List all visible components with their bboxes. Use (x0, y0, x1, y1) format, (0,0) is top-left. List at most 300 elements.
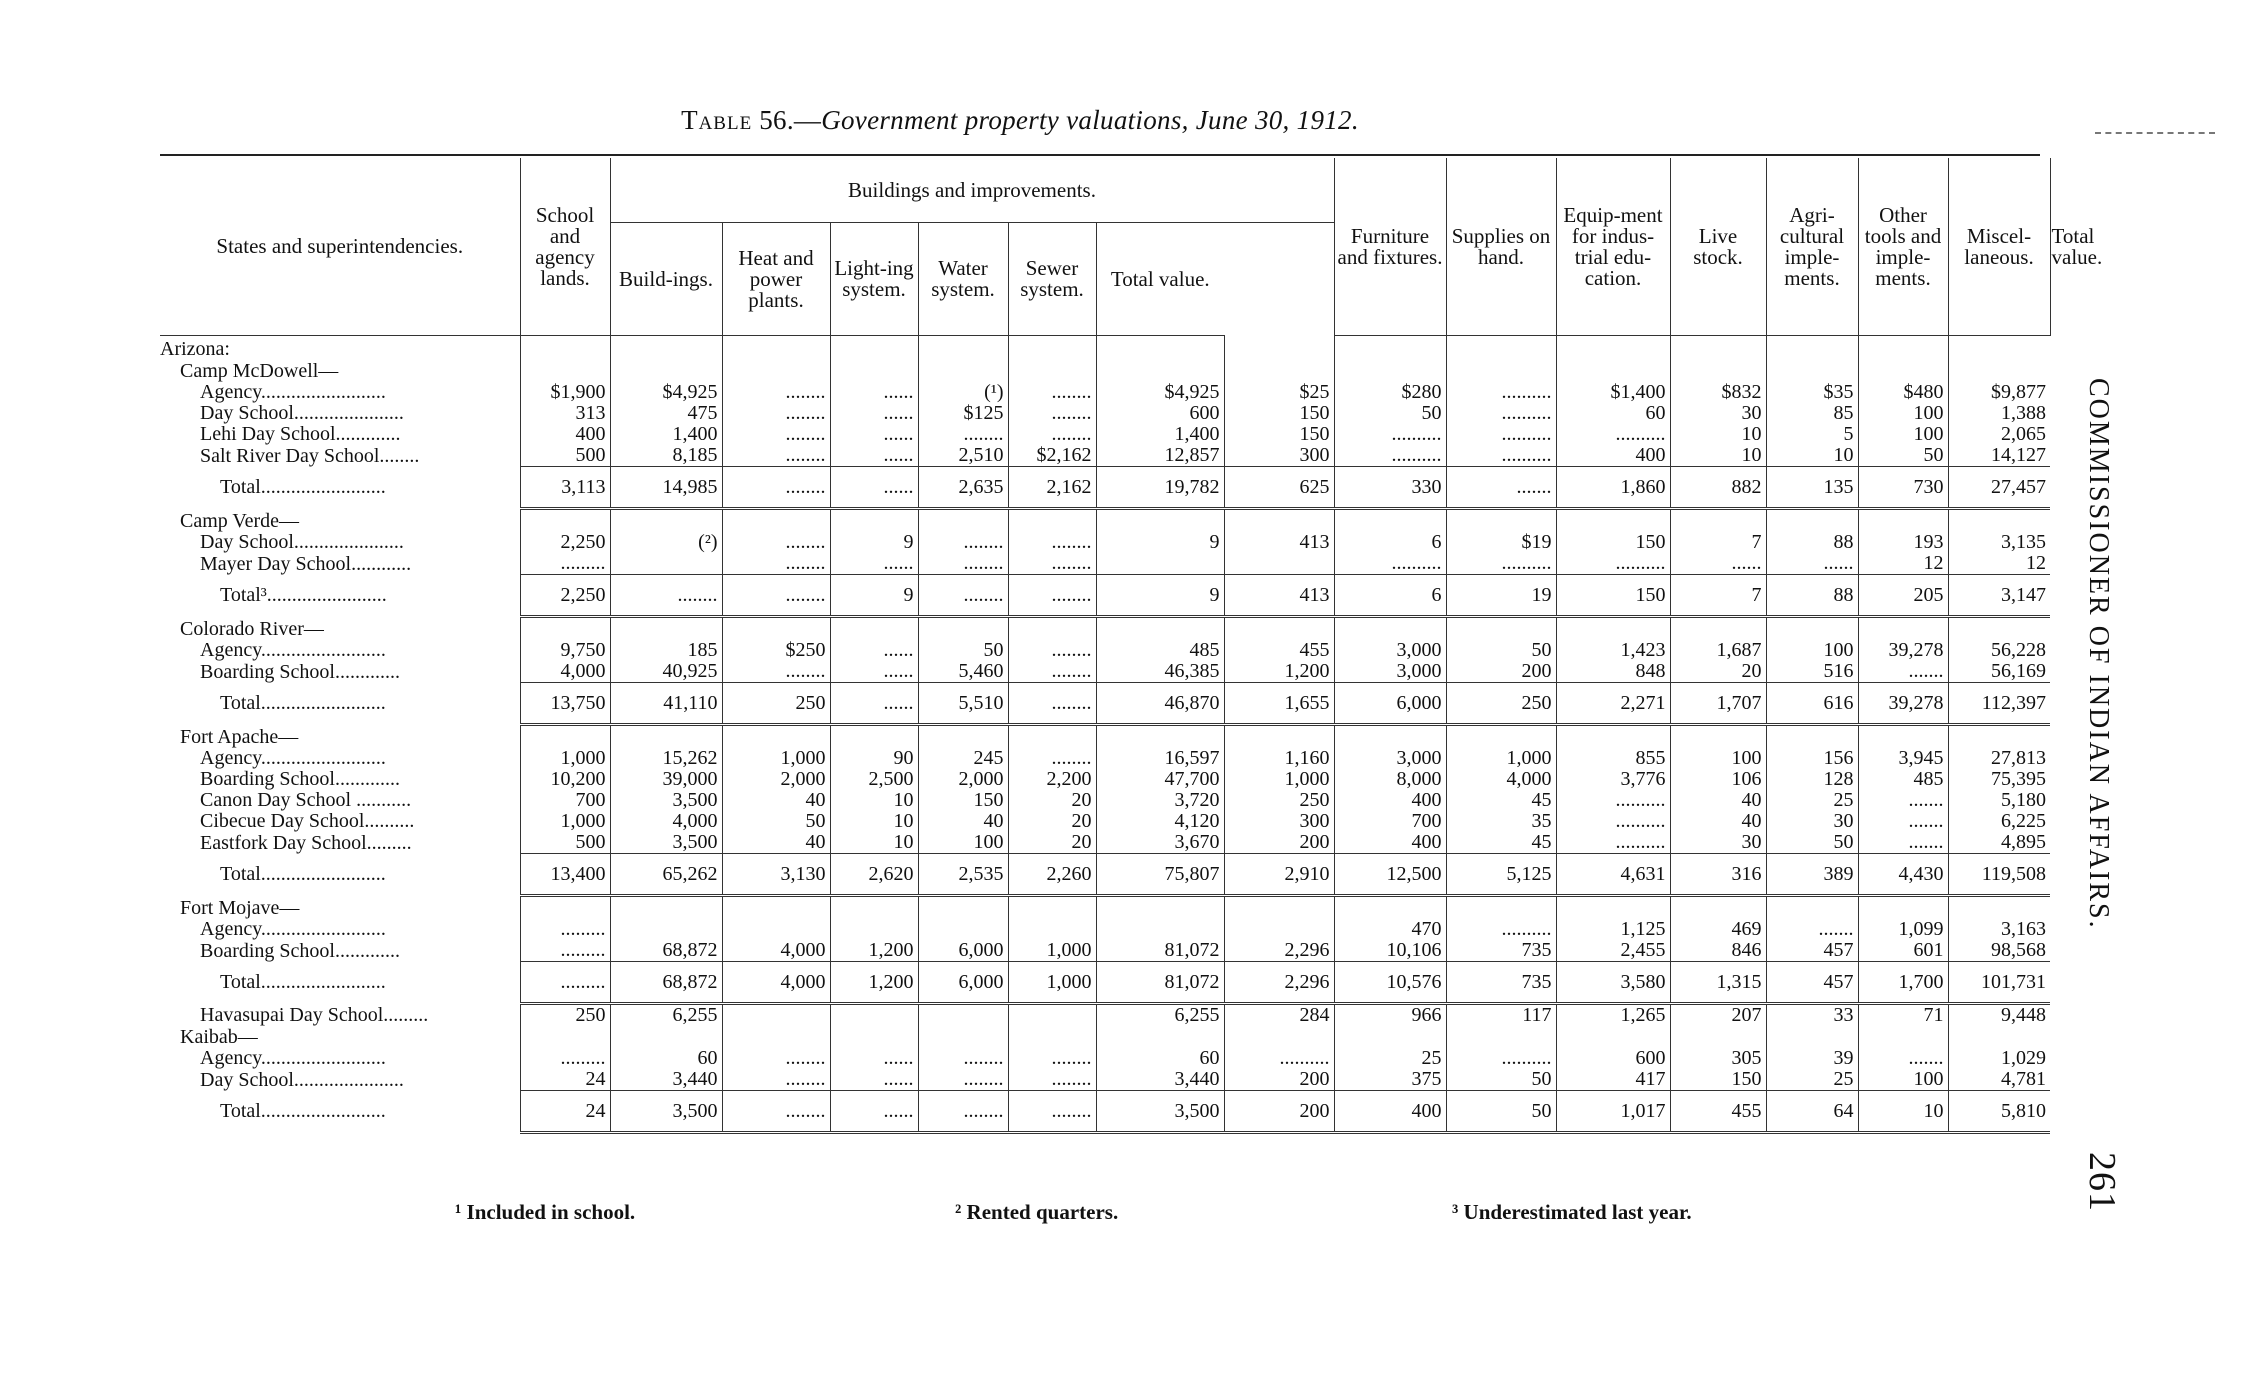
table-cell: 4,430 (1858, 854, 1948, 896)
table-cell (830, 509, 918, 533)
table-cell (1446, 896, 1556, 920)
table-cell: 5 (1766, 424, 1858, 445)
table-cell: 700 (520, 790, 610, 811)
table-cell: 200 (1224, 1069, 1334, 1091)
header-live-stock: Live stock. (1670, 158, 1766, 336)
table-cell: 250 (722, 683, 830, 725)
group-row (160, 725, 2050, 749)
total-row (160, 575, 2050, 617)
table-cell: $19 (1446, 532, 1556, 553)
table-cell (918, 360, 1008, 382)
table-cell: 193 (1858, 532, 1948, 553)
row-label: Colorado River— (180, 618, 324, 640)
table-cell: 112,397 (1948, 683, 2050, 725)
table-cell: 200 (1224, 832, 1334, 854)
table-cell: 10 (830, 811, 918, 832)
table-cell: 400 (1334, 832, 1446, 854)
table-cell: $35 (1766, 382, 1858, 403)
table-cell: $4,925 (610, 382, 722, 403)
table-cell (520, 360, 610, 382)
table-cell: $250 (722, 640, 830, 661)
table-row (160, 403, 2050, 424)
table-cell: ........ (722, 445, 830, 467)
table-cell: 1,000 (1224, 769, 1334, 790)
table-cell: 200 (1224, 1091, 1334, 1133)
table-cell: .......... (1334, 424, 1446, 445)
table-cell: 2,535 (918, 854, 1008, 896)
table-cell: 6 (1334, 532, 1446, 553)
table-cell: ........ (722, 1048, 830, 1069)
header-water: Water system. (918, 223, 1008, 336)
table-cell: $832 (1670, 382, 1766, 403)
table-cell: 1,029 (1948, 1048, 2050, 1069)
header-miscellaneous: Miscel-laneous. (1948, 158, 2050, 336)
table-cell (520, 1026, 610, 1048)
table-cell (1670, 1026, 1766, 1048)
row-label: Total......................... (220, 692, 386, 714)
table-cell: $480 (1858, 382, 1948, 403)
group-row (160, 360, 2050, 382)
table-cell: ......... (520, 553, 610, 575)
table-cell (610, 1026, 722, 1048)
table-cell: 8,185 (610, 445, 722, 467)
table-cell: 9 (1096, 575, 1224, 617)
table-row (160, 940, 2050, 962)
table-cell (1008, 509, 1096, 533)
table-cell: ........ (722, 575, 830, 617)
table-cell: ........ (1008, 553, 1096, 575)
table-cell: 10 (830, 790, 918, 811)
table-cell (1670, 725, 1766, 749)
table-cell: 1,000 (722, 748, 830, 769)
table-cell: ...... (1670, 553, 1766, 575)
table-cell: 3,670 (1096, 832, 1224, 854)
table-cell: 5,810 (1948, 1091, 2050, 1133)
table-cell: 2,910 (1224, 854, 1334, 896)
margin-mark (2095, 132, 2215, 134)
table-row (160, 832, 2050, 854)
table-cell (1008, 896, 1096, 920)
table-cell (1670, 360, 1766, 382)
table-cell: 39,000 (610, 769, 722, 790)
table-cell: 9,750 (520, 640, 610, 661)
table-row (160, 748, 2050, 769)
table-row (160, 1004, 2050, 1027)
table-cell (918, 336, 1008, 361)
table-cell (520, 725, 610, 749)
table-cell: ......... (520, 1048, 610, 1069)
table-cell (1948, 336, 2050, 361)
table-cell: 3,130 (722, 854, 830, 896)
table-cell (610, 553, 722, 575)
row-label: Agency......................... (200, 919, 386, 940)
table-cell: 5,125 (1446, 854, 1556, 896)
table-cell: 3,147 (1948, 575, 2050, 617)
table-cell: 475 (610, 403, 722, 424)
table-cell: 50 (1766, 832, 1858, 854)
table-cell: 250 (1224, 790, 1334, 811)
table-row (160, 382, 2050, 403)
table-cell: ....... (1766, 919, 1858, 940)
table-cell: 12,500 (1334, 854, 1446, 896)
row-label: Agency......................... (200, 748, 386, 769)
table-cell: 100 (1858, 403, 1948, 424)
table-cell: 1,000 (1446, 748, 1556, 769)
header-buildings-group: Buildings and improvements. (610, 158, 1334, 223)
row-label: Fort Apache— (180, 726, 299, 748)
table-cell (1556, 896, 1670, 920)
running-head: COMMISSIONER OF INDIAN AFFAIRS. (2083, 378, 2114, 930)
table-cell (1556, 725, 1670, 749)
table-cell: 1,000 (520, 748, 610, 769)
table-cell: 3,440 (1096, 1069, 1224, 1091)
row-label: Agency......................... (200, 1048, 386, 1069)
table-cell: 27,457 (1948, 467, 2050, 509)
table-cell: 10,200 (520, 769, 610, 790)
table-cell (1948, 617, 2050, 641)
table-cell: 1,200 (1224, 661, 1334, 683)
table-title (0, 105, 2040, 136)
table-cell: 6 (1334, 575, 1446, 617)
table-cell (918, 617, 1008, 641)
table-cell: 2,162 (1008, 467, 1096, 509)
table-cell (830, 360, 918, 382)
table-cell: 4,120 (1096, 811, 1224, 832)
table-cell: 33 (1766, 1004, 1858, 1027)
table-cell (722, 1026, 830, 1048)
table-cell: 2,620 (830, 854, 918, 896)
table-cell: 20 (1008, 832, 1096, 854)
table-cell: ......... (520, 940, 610, 962)
table-cell (830, 1004, 918, 1027)
table-cell: 3,000 (1334, 640, 1446, 661)
table-cell: 2,250 (520, 532, 610, 553)
header-other-tools: Other tools and imple-ments. (1858, 158, 1948, 336)
table-cell: 3,163 (1948, 919, 2050, 940)
table-cell: 616 (1766, 683, 1858, 725)
table-cell (1948, 360, 2050, 382)
row-label: Agency......................... (200, 640, 386, 661)
table-cell (1334, 896, 1446, 920)
table-cell: 68,872 (610, 940, 722, 962)
header-equipment: Equip-ment for indus-trial edu-cation. (1556, 158, 1670, 336)
table-cell: ........ (1008, 1069, 1096, 1091)
table-cell: 1,000 (1008, 962, 1096, 1004)
row-label: Total³........................ (220, 584, 387, 606)
table-cell: 65,262 (610, 854, 722, 896)
table-cell: 846 (1670, 940, 1766, 962)
table-cell: 457 (1766, 962, 1858, 1004)
table-cell: ........ (1008, 403, 1096, 424)
table-row (160, 424, 2050, 445)
header-lighting: Light-ing system. (830, 223, 918, 336)
table-cell: 20 (1670, 661, 1766, 683)
table-cell (1766, 725, 1858, 749)
table-row (160, 661, 2050, 683)
table-cell: .......... (1556, 553, 1670, 575)
table-cell: 10 (1766, 445, 1858, 467)
table-cell: 601 (1858, 940, 1948, 962)
table-cell (1224, 617, 1334, 641)
header-heat-power: Heat and power plants. (722, 223, 830, 336)
table-cell: .......... (1556, 424, 1670, 445)
table-cell: 375 (1334, 1069, 1446, 1091)
table-cell: 75,807 (1096, 854, 1224, 896)
table-cell: 68,872 (610, 962, 722, 1004)
group-row (160, 617, 2050, 641)
table-cell: ........ (610, 575, 722, 617)
table-cell: 1,125 (1556, 919, 1670, 940)
header-buildings: Build-ings. (610, 223, 722, 336)
table-cell: ........ (722, 661, 830, 683)
table-cell: ...... (1766, 553, 1858, 575)
table-cell: 56,228 (1948, 640, 2050, 661)
table-cell: ........ (918, 575, 1008, 617)
table-cell (830, 896, 918, 920)
table-row (160, 1048, 2050, 1069)
table-cell: 2,510 (918, 445, 1008, 467)
table-cell (918, 919, 1008, 940)
table-cell: 2,250 (520, 575, 610, 617)
table-cell: .......... (1334, 445, 1446, 467)
table-cell (1766, 509, 1858, 533)
table-cell: .......... (1334, 553, 1446, 575)
table-cell: 30 (1670, 403, 1766, 424)
table-cell: ........ (1008, 683, 1096, 725)
table-cell: 400 (1334, 1091, 1446, 1133)
top-rule (160, 154, 2040, 156)
table-cell: 1,000 (520, 811, 610, 832)
table-cell: 4,781 (1948, 1069, 2050, 1091)
table-cell (918, 1004, 1008, 1027)
table-cell (1224, 896, 1334, 920)
table-cell: 106 (1670, 769, 1766, 790)
table-cell (1858, 360, 1948, 382)
table-cell: 1,265 (1556, 1004, 1670, 1027)
table-cell: 457 (1766, 940, 1858, 962)
table-title-prefix: Table (681, 105, 753, 135)
table-cell: 60 (1096, 1048, 1224, 1069)
table-cell: 469 (1670, 919, 1766, 940)
table-cell: 2,296 (1224, 962, 1334, 1004)
table-cell: 1,707 (1670, 683, 1766, 725)
table-cell: 15,262 (610, 748, 722, 769)
table-cell: 185 (610, 640, 722, 661)
table-cell: ........ (722, 553, 830, 575)
table-cell (722, 919, 830, 940)
table-cell: ...... (830, 1091, 918, 1133)
table-cell (1446, 725, 1556, 749)
table-cell: 56,169 (1948, 661, 2050, 683)
row-label: Total......................... (220, 863, 386, 885)
table-cell: ........ (918, 532, 1008, 553)
table-cell: ........ (1008, 424, 1096, 445)
table-cell: (¹) (918, 382, 1008, 403)
row-label: Day School...................... (200, 403, 404, 424)
table-cell: 6,225 (1948, 811, 2050, 832)
table-cell: $9,877 (1948, 382, 2050, 403)
row-label: Fort Mojave— (180, 897, 300, 919)
table-cell: 1,700 (1858, 962, 1948, 1004)
row-label: Total......................... (220, 1100, 386, 1122)
table-cell (1858, 896, 1948, 920)
table-cell (1334, 1026, 1446, 1048)
table-cell: ........ (722, 467, 830, 509)
table-cell: 3,113 (520, 467, 610, 509)
table-cell: 2,455 (1556, 940, 1670, 962)
header-states: States and superintendencies. (160, 158, 520, 336)
table-cell (1224, 919, 1334, 940)
table-cell (1224, 360, 1334, 382)
table-cell (610, 617, 722, 641)
table-cell: 9 (830, 532, 918, 553)
table-cell: 9,448 (1948, 1004, 2050, 1027)
table-cell: 2,271 (1556, 683, 1670, 725)
table-cell: 20 (1008, 790, 1096, 811)
table-cell (1766, 336, 1858, 361)
row-label: Havasupai Day School......... (200, 1004, 429, 1026)
table-cell: 119,508 (1948, 854, 2050, 896)
table-cell: 150 (1556, 532, 1670, 553)
table-cell: 60 (1556, 403, 1670, 424)
header-school-lands: School and agency lands. (520, 158, 610, 336)
table-cell: ........ (722, 1069, 830, 1091)
table-cell: 81,072 (1096, 962, 1224, 1004)
table-cell (1096, 553, 1224, 575)
table-cell: 50 (1858, 445, 1948, 467)
table-cell: 50 (1446, 1069, 1556, 1091)
table-cell: 470 (1334, 919, 1446, 940)
table-cell: 12,857 (1096, 445, 1224, 467)
table-cell: $1,400 (1556, 382, 1670, 403)
table-cell: ........ (722, 424, 830, 445)
table-cell (1008, 1026, 1096, 1048)
total-row (160, 1091, 2050, 1133)
table-cell (830, 336, 918, 361)
table-cell (1670, 336, 1766, 361)
total-row (160, 683, 2050, 725)
table-cell: 101,731 (1948, 962, 2050, 1004)
table-cell: 50 (722, 811, 830, 832)
table-cell (1670, 896, 1766, 920)
table-cell (1446, 336, 1556, 361)
table-cell: 3,945 (1858, 748, 1948, 769)
table-cell: 64 (1766, 1091, 1858, 1133)
table-cell (520, 509, 610, 533)
table-cell: 730 (1858, 467, 1948, 509)
table-cell (1556, 360, 1670, 382)
table-cell (1008, 919, 1096, 940)
table-cell (1008, 360, 1096, 382)
table-cell (1224, 336, 1334, 361)
table-cell (1948, 725, 2050, 749)
table-cell: 47,700 (1096, 769, 1224, 790)
table-cell (1224, 509, 1334, 533)
table-cell: 6,000 (918, 940, 1008, 962)
table-title-caption: Government property valuations, June 30, 1912. (821, 105, 1359, 135)
table-cell: 13,750 (520, 683, 610, 725)
table-cell: 2,296 (1224, 940, 1334, 962)
table-cell: ........ (918, 1069, 1008, 1091)
table-cell: 60 (610, 1048, 722, 1069)
table-cell (1096, 725, 1224, 749)
table-cell: 1,400 (610, 424, 722, 445)
footnote-1: ¹ Included in school. (455, 1200, 636, 1224)
table-cell: 500 (520, 832, 610, 854)
table-cell: 205 (1858, 575, 1948, 617)
table-cell: 50 (918, 640, 1008, 661)
table-cell: ...... (830, 467, 918, 509)
table-cell (722, 896, 830, 920)
table-cell: $125 (918, 403, 1008, 424)
table-cell: 50 (1446, 1091, 1556, 1133)
group-row (160, 896, 2050, 920)
table-cell (1096, 1026, 1224, 1048)
row-label: Boarding School............. (200, 940, 400, 962)
table-cell: 46,385 (1096, 661, 1224, 683)
row-label: Total......................... (220, 971, 386, 993)
table-cell: 98,568 (1948, 940, 2050, 962)
table-cell: 40 (1670, 790, 1766, 811)
table-cell: 5,460 (918, 661, 1008, 683)
row-label: Day School...................... (200, 532, 404, 553)
table-cell: 30 (1670, 832, 1766, 854)
table-row (160, 811, 2050, 832)
table-row (160, 553, 2050, 575)
table-cell: 1,860 (1556, 467, 1670, 509)
table-cell: 50 (1446, 640, 1556, 661)
table-cell: .......... (1446, 445, 1556, 467)
table-cell: 207 (1670, 1004, 1766, 1027)
table-row (160, 445, 2050, 467)
table-cell: 3,440 (610, 1069, 722, 1091)
table-cell: 700 (1334, 811, 1446, 832)
table-cell: 10 (830, 832, 918, 854)
table-cell: 40 (722, 790, 830, 811)
table-cell: 6,255 (610, 1004, 722, 1027)
table-cell: ...... (830, 1069, 918, 1091)
table-cell (830, 617, 918, 641)
table-cell: ........ (1008, 661, 1096, 683)
table-cell: 100 (918, 832, 1008, 854)
table-cell (1766, 896, 1858, 920)
table-cell: 413 (1224, 575, 1334, 617)
table-cell: 5,510 (918, 683, 1008, 725)
table-cell (1446, 509, 1556, 533)
table-cell: $25 (1224, 382, 1334, 403)
table-cell: ......... (520, 962, 610, 1004)
table-cell (1096, 896, 1224, 920)
table-cell (610, 725, 722, 749)
table-cell: 1,099 (1858, 919, 1948, 940)
table-cell (830, 919, 918, 940)
table-cell: ...... (830, 1048, 918, 1069)
table-cell: 2,000 (722, 769, 830, 790)
table-cell (610, 896, 722, 920)
table-cell: .......... (1556, 790, 1670, 811)
table-cell: 1,315 (1670, 962, 1766, 1004)
table-cell (722, 336, 830, 361)
table-cell: 7 (1670, 532, 1766, 553)
table-cell (918, 1026, 1008, 1048)
table-cell (1096, 509, 1224, 533)
table-cell (610, 509, 722, 533)
table-cell: ...... (830, 382, 918, 403)
table-cell: 455 (1224, 640, 1334, 661)
table-cell (1858, 509, 1948, 533)
table-cell: $4,925 (1096, 382, 1224, 403)
table-cell: 3,000 (1334, 661, 1446, 683)
